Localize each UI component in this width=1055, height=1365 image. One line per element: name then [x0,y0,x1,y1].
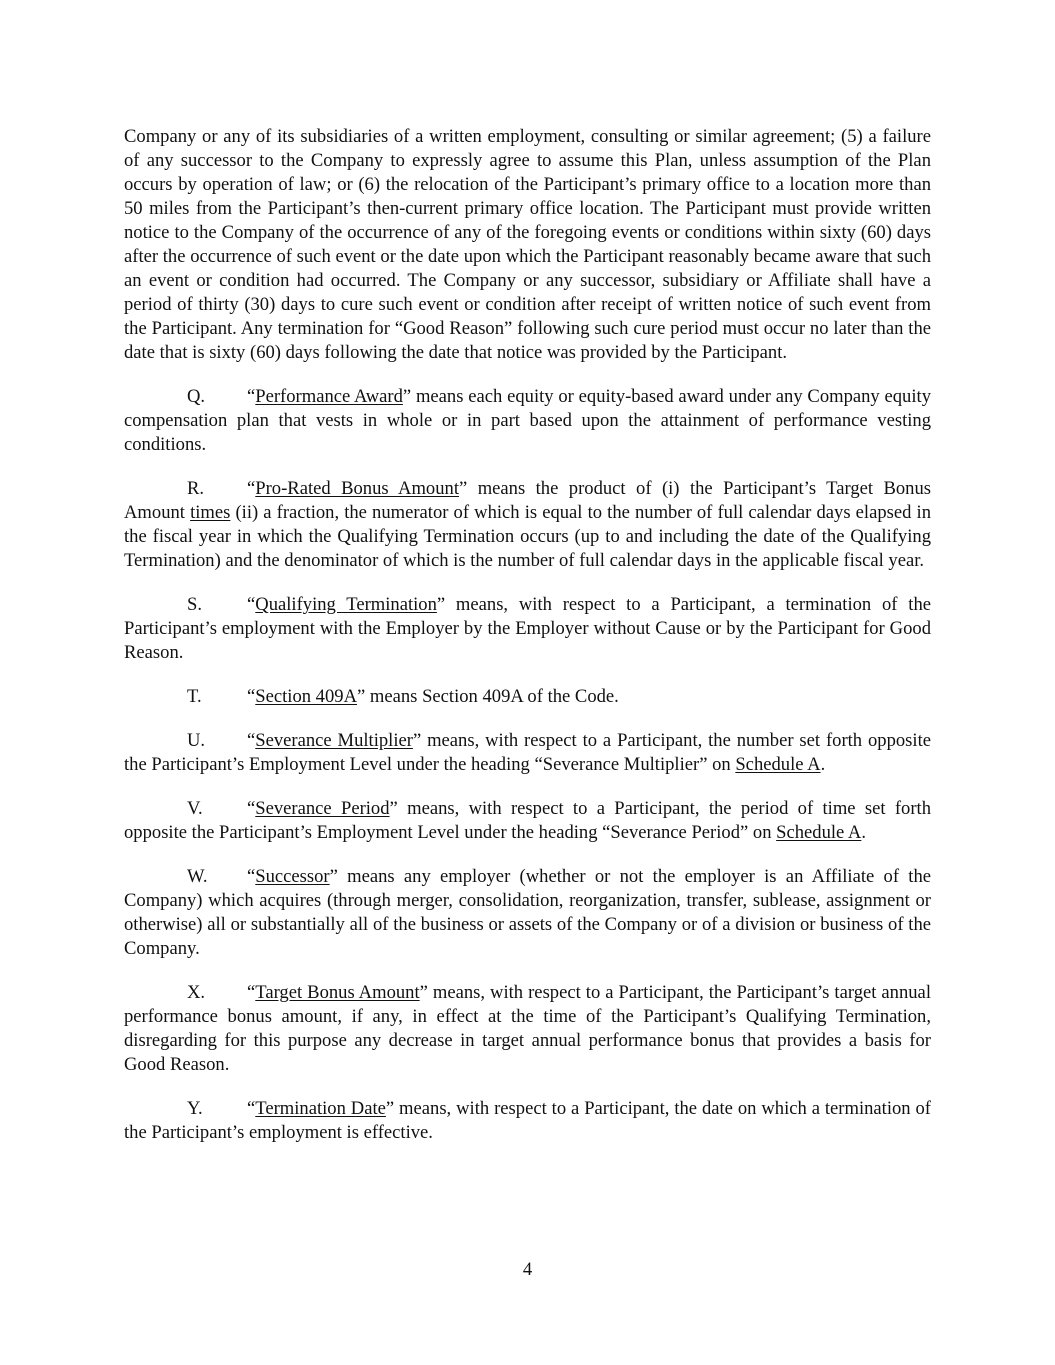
sentence-end: . [820,754,826,775]
definition-qualifying-termination [124,593,931,665]
definition-letter: R. [187,478,205,499]
definition-target-bonus-amount [124,981,931,1077]
definition-severance-multiplier [124,729,931,777]
definition-performance-award [124,385,931,457]
definition-text: ” means, with respect to a Participant, the date on which a termination of the Participant’s employment is effective. [124,1098,931,1143]
open-quote: “ [247,1098,256,1119]
definition-text: ” means, with respect to a Participant, the number set forth opposite the Participant’s Employment Level under the heading “Severance Multiplier” on [124,730,931,775]
definition-letter: W. [187,866,208,887]
definition-text: ” means Section 409A of the Code. [357,686,619,707]
defined-term: Qualifying Termination [255,594,437,615]
definition-text: ” means, with respect to a Participant, the Participant’s target annual performance bonus amount, if any, in effect at the time of the Participant’s Qualifying Termination, disregarding for this purpose any decrease in target annual performance bonus that provides a basis for Good Reason. [124,982,931,1075]
definition-text: ” means any employer (whether or not the employer is an Affiliate of the Company) which acquires (through merger, consolidation, reorganization, transfer, sublease, assignment or otherwise) all or substantially all of the business or assets of the Company or of a division or business of the Company. [124,866,931,959]
defined-term: Pro-Rated Bonus Amount [255,478,459,499]
definition-successor [124,865,931,961]
defined-term: Severance Period [255,798,390,819]
definition-letter: T. [187,686,202,707]
definition-letter: Q. [187,386,206,407]
schedule-a-reference: Schedule A [735,754,821,775]
definition-letter: X. [187,982,206,1003]
defined-term: Target Bonus Amount [255,982,420,1003]
schedule-a-reference: Schedule A [776,822,862,843]
intro-paragraph: Company or any of its subsidiaries of a written employment, consulting or similar agreement; (5) a failure of any successor to the Company to expressly agree to assume this Plan, unless assumption of the Plan occurs by operation of law; or (6) the relocation of the Participant’s primary office to a location more than 50 miles from the Participant’s then-current primary office location. The Participant must provide written notice to the Company of the occurrence of any of the foregoing events or conditions within sixty (60) days after the occurrence of such event or the date upon which the Participant reasonably became aware that such an event or condition had occurred. The Company or any successor, subsidiary or Affiliate shall have a period of thirty (30) days to cure such event or condition after receipt of written notice of such event from the Participant. Any termination for “Good Reason” following such cure period must occur no later than the date that is sixty (60) days following the date that notice was provided by the Participant. [124,126,931,363]
open-quote: “ [247,866,256,887]
definition-pro-rated-bonus-amount [124,477,931,573]
definition-text: ” means, with respect to a Participant, a termination of the Participant’s employment with the Employer by the Employer without Cause or by the Participant for Good Reason. [124,594,931,663]
definition-text: (ii) a fraction, the numerator of which is equal to the number of full calendar days elapsed in the fiscal year in which the Qualifying Termination occurs (up to and including the date of the Qualifying Termination) and the denominator of which is the number of full calendar days in the applicable fiscal year. [124,502,931,571]
definition-text: ” means the product of (i) the Participant’s Target Bonus Amount [124,478,932,523]
definition-section-409a [124,685,931,709]
defined-term: Section 409A [255,686,358,707]
open-quote: “ [247,798,256,819]
open-quote: “ [247,386,256,407]
defined-term: Performance Award [255,386,403,407]
times-word: times [190,502,231,523]
definition-termination-date [124,1097,931,1145]
sentence-end: . [861,822,867,843]
page-number: 4 [522,1259,533,1280]
defined-term: Severance Multiplier [255,730,413,751]
definition-letter: Y. [187,1098,203,1119]
definition-text: ” means, with respect to a Participant, the period of time set forth opposite the Participant’s Employment Level under the heading “Severance Period” on [124,798,931,843]
open-quote: “ [247,686,256,707]
definition-text: ” means each equity or equity-based award under any Company equity compensation plan that vests in whole or in part based upon the attainment of performance vesting conditions. [124,386,931,455]
open-quote: “ [247,594,256,615]
definition-letter: V. [187,798,203,819]
open-quote: “ [247,982,256,1003]
document-body [124,125,931,1165]
defined-term: Termination Date [255,1098,386,1119]
definition-letter: U. [187,730,206,751]
open-quote: “ [247,730,256,751]
defined-term: Successor [255,866,330,887]
open-quote: “ [247,478,256,499]
definition-severance-period [124,797,931,845]
definition-letter: S. [187,594,202,615]
